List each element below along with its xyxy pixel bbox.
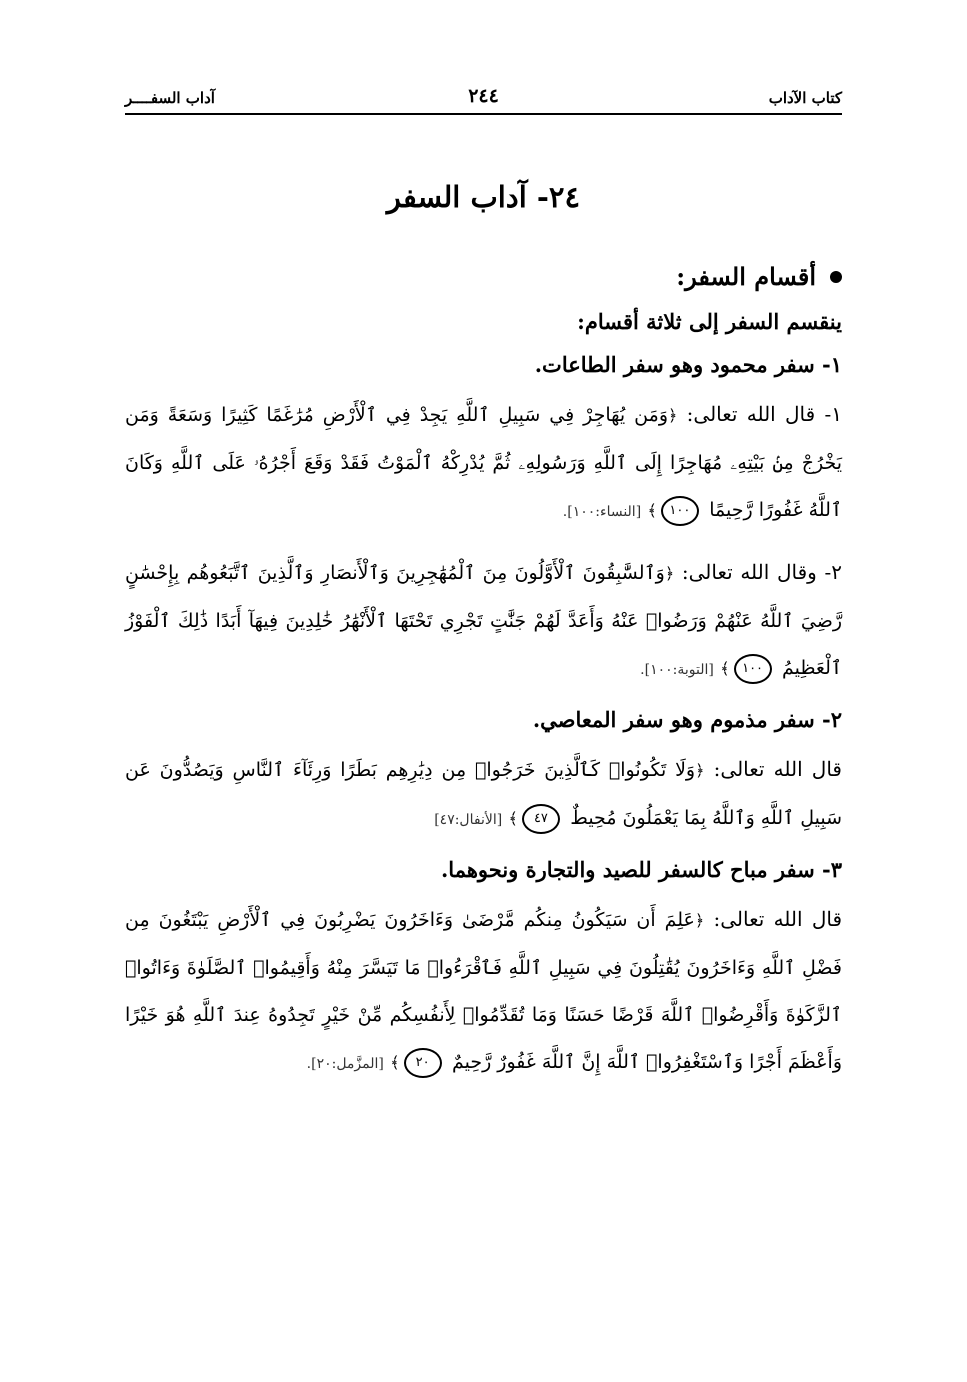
section-heading-text: أقسام السفر: <box>676 262 816 291</box>
header-book-title: كتاب الآداب <box>768 89 842 107</box>
verse-reference: [المزَّمل:٢٠]. <box>306 1056 384 1072</box>
ornament-close: ﴾ <box>390 1053 400 1072</box>
section-heading <box>125 262 842 291</box>
ornament-close: ﴾ <box>647 501 657 520</box>
page-number: ٢٤٤ <box>468 85 499 107</box>
page-body <box>125 150 842 1101</box>
chapter-title: ٢٤- آداب السفر <box>386 180 581 214</box>
ornament-close: ﴾ <box>720 659 730 678</box>
verse-paragraph <box>125 549 842 693</box>
ayah-number: ١٠٠ <box>734 654 772 684</box>
part-heading: ٣- سفر مباح كالسفر للصيد والتجارة ونحوهما. <box>441 857 842 882</box>
ornament-open: ﴿ <box>694 911 705 930</box>
ornament-open: ﴿ <box>668 406 678 425</box>
ayah-number: ٢٠ <box>404 1048 442 1078</box>
part-heading: ١- سفر محمود وهو سفر الطاعات. <box>534 352 842 377</box>
verse-text: وَمَن يُهَاجِرْ فِي سَبِيلِ ٱللَّهِ يَجِدْ فِي ٱلْأَرْضِ مُرَٰغَمًا كَثِيرًا وَسَعَةً وَمَن يَخْرُجْ مِنۢ بَيْتِهِۦ مُهَاجِرًا إِلَى ٱللَّهِ وَرَسُولِهِۦ ثُمَّ يُدْرِكْهُ ٱلْمَوْتُ فَقَدْ وَقَعَ أَجْرُهُۥ عَلَى ٱللَّهِ وَكَانَ ٱللَّهُ غَفُورًا رَّحِيمًا <box>125 404 842 521</box>
verse-text: عَلِمَ أَن سَيَكُونُ مِنكُم مَّرْضَىٰ وَءَاخَرُونَ يَضْرِبُونَ فِي ٱلْأَرْضِ يَبْتَغُونَ مِن فَضْلِ ٱللَّهِ وَءَاخَرُونَ يُقَٰتِلُونَ فِي سَبِيلِ ٱللَّهِ فَٱقْرَءُوا۟ مَا تَيَسَّرَ مِنْهُ وَأَقِيمُوا۟ ٱلصَّلَوٰةَ وَءَاتُوا۟ ٱلزَّكَوٰةَ وَأَقْرِضُوا۟ ٱللَّهَ قَرْضًا حَسَنًا وَمَا تُقَدِّمُوا۟ لِأَنفُسِكُم مِّنْ خَيْرٍ تَجِدُوهُ عِندَ ٱللَّهِ هُوَ خَيْرًا وَأَعْظَمَ أَجْرًا وَٱسْتَغْفِرُوا۟ ٱللَّهَ إِنَّ ٱللَّهَ غَفُورٌ رَّحِيمٌ <box>125 909 842 1073</box>
verse-text: وَٱلسَّٰبِقُونَ ٱلْأَوَّلُونَ مِنَ ٱلْمُهَٰجِرِينَ وَٱلْأَنصَارِ وَٱلَّذِينَ ٱتَّبَعُوهُم بِإِحْسَٰنٍ رَّضِيَ ٱللَّهُ عَنْهُمْ وَرَضُوا۟ عَنْهُ وَأَعَدَّ لَهُمْ جَنَّٰتٍ تَجْرِي تَحْتَهَا ٱلْأَنْهَٰرُ خَٰلِدِينَ فِيهَآ أَبَدًا ذَٰلِكَ ٱلْفَوْزُ ٱلْعَظِيمُ <box>125 562 842 679</box>
part-heading: ٢- سفر مذموم وهو سفر المعاصي. <box>532 707 842 732</box>
verse-reference: [التوبة:١٠٠]. <box>640 662 714 678</box>
verse-paragraph <box>125 391 842 535</box>
ayah-number: ٤٧ <box>522 804 560 834</box>
verse-lead: قال الله تعالى: <box>713 757 842 781</box>
verse-reference: [النساء:١٠٠]. <box>562 504 642 520</box>
ornament-close: ﴾ <box>508 809 518 828</box>
section-intro: ينقسم السفر إلى ثلاثة أقسام: <box>577 309 842 334</box>
ayah-number: ١٠٠ <box>661 496 699 526</box>
verse-paragraph <box>125 896 842 1087</box>
verse-lead: ٢- وقال الله تعالى: <box>681 560 842 584</box>
verse-paragraph <box>125 746 842 843</box>
bullet-icon <box>830 271 842 283</box>
verse-lead: ١- قال الله تعالى: <box>686 402 842 426</box>
running-header <box>125 85 842 113</box>
header-chapter-title: آداب السفــــر <box>125 89 215 107</box>
header-divider <box>125 113 842 115</box>
verse-text: وَلَا تَكُونُوا۟ كَٱلَّذِينَ خَرَجُوا۟ مِن دِيَٰرِهِم بَطَرًا وَرِئَآءَ ٱلنَّاسِ وَيَصُدُّونَ عَن سَبِيلِ ٱللَّهِ وَٱللَّهُ بِمَا يَعْمَلُونَ مُحِيطٌ <box>125 759 842 829</box>
verse-reference: [الأنفال:٤٧] <box>434 812 503 828</box>
ornament-open: ﴿ <box>664 564 675 583</box>
verse-lead: قال الله تعالى: <box>713 907 843 931</box>
ornament-open: ﴿ <box>695 761 705 780</box>
